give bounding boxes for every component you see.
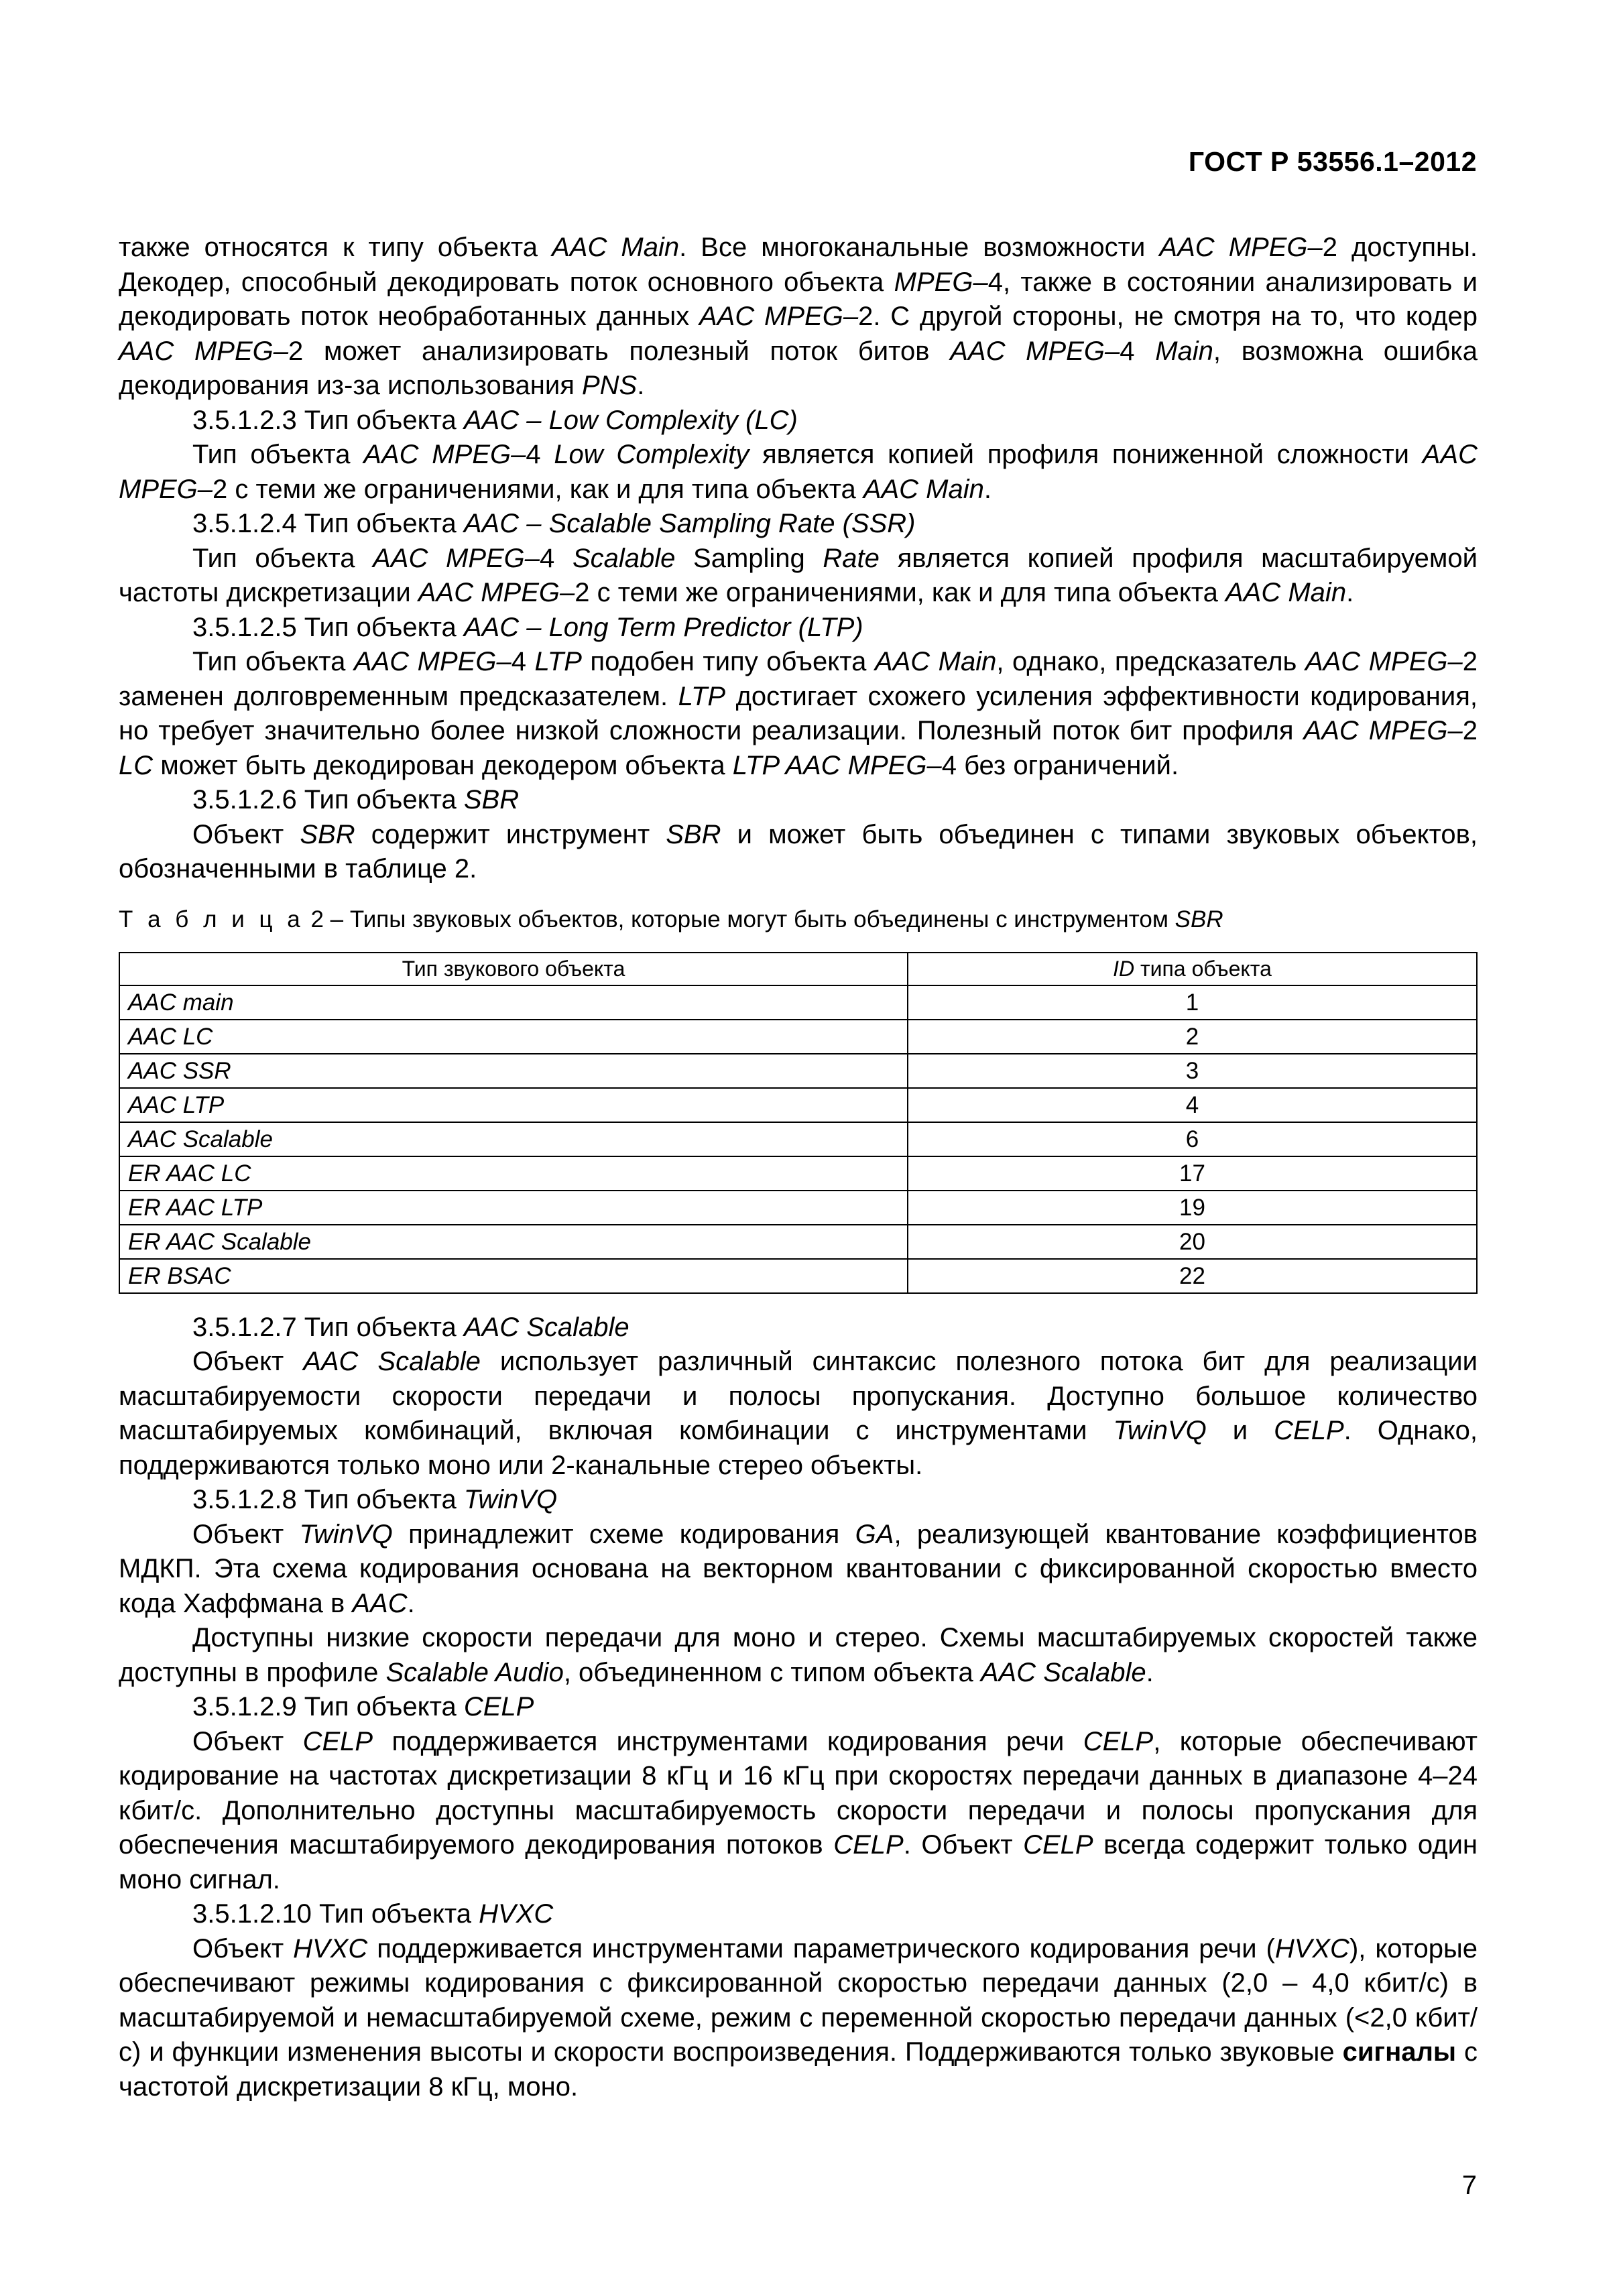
object-id-cell: 19 xyxy=(908,1191,1477,1225)
section-heading-3-5-1-2-9: 3.5.1.2.9 Тип объекта CELP xyxy=(192,1692,534,1721)
object-type-cell: ER AAC Scalable xyxy=(119,1225,908,1259)
section-heading-3-5-1-2-4: 3.5.1.2.4 Тип объекта AAC – Scalable Sampling Rate (SSR) xyxy=(192,509,916,538)
object-id-cell: 6 xyxy=(908,1122,1477,1156)
section-heading-3-5-1-2-5: 3.5.1.2.5 Тип объекта AAC – Long Term Predictor (LTP) xyxy=(192,612,863,642)
object-type-cell: AAC SSR xyxy=(119,1054,908,1088)
page-content xyxy=(119,231,1478,2104)
table-caption: Т а б л и ц а 2 – Типы звуковых объектов, которые могут быть объединены с инструментом SBR xyxy=(119,906,1223,932)
object-id-cell: 3 xyxy=(908,1054,1477,1088)
table-row xyxy=(119,985,1477,1020)
section-heading-3-5-1-2-10: 3.5.1.2.10 Тип объекта HVXC xyxy=(192,1899,554,1929)
object-id-cell: 17 xyxy=(908,1156,1477,1191)
paragraph-aac-ssr: Тип объекта AAC MPEG–4 Scalable Sampling Rate является копией профиля масштабируемой частоты дискретизации AAC MPEG–2 с теми же ограничениями, как и для типа объекта AAC Main. xyxy=(119,543,1478,607)
table-row xyxy=(119,1225,1477,1259)
section-heading-3-5-1-2-3: 3.5.1.2.3 Тип объекта AAC – Low Complexity (LC) xyxy=(192,405,798,435)
section-heading-3-5-1-2-8: 3.5.1.2.8 Тип объекта TwinVQ xyxy=(192,1485,558,1514)
table-row xyxy=(119,1156,1477,1191)
object-type-cell: ER AAC LC xyxy=(119,1156,908,1191)
table-row xyxy=(119,1259,1477,1293)
table-row xyxy=(119,1191,1477,1225)
standard-header: ГОСТ Р 53556.1–2012 xyxy=(1188,146,1477,177)
object-id-cell: 20 xyxy=(908,1225,1477,1259)
table-row xyxy=(119,1122,1477,1156)
section-heading-3-5-1-2-6: 3.5.1.2.6 Тип объекта SBR xyxy=(192,785,520,814)
table-row xyxy=(119,1054,1477,1088)
paragraph-celp: Объект CELP поддерживается инструментами кодирования речи CELP, которые обеспечивают кодирование на частотах дискретизации 8 кГц и 16 кГц при скоростях передачи данных в диапазоне 4–24 кбит/с. Дополнительно доступны масштабируемость скорости передачи и полосы пропускания для обеспечения масштабируемого декодирования потоков CELP. Объект CELP всегда содержит только один моно сигнал. xyxy=(119,1726,1478,1894)
object-id-cell: 4 xyxy=(908,1088,1477,1122)
object-type-cell: ER AAC LTP xyxy=(119,1191,908,1225)
object-type-cell: AAC Scalable xyxy=(119,1122,908,1156)
paragraph-aac-lc: Тип объекта AAC MPEG–4 Low Complexity является копией профиля пониженной сложности AAC MPEG–2 с теми же ограничениями, как и для типа объекта AAC Main. xyxy=(119,440,1478,504)
table-row xyxy=(119,1020,1477,1054)
object-type-cell: AAC LTP xyxy=(119,1088,908,1122)
paragraph-low-bitrates: Доступны низкие скорости передачи для моно и стерео. Схемы масштабируемых скоростей также доступны в профиле Scalable Audio, объединенном с типом объекта AAC Scalable. xyxy=(119,1623,1478,1687)
table-header-row xyxy=(119,953,1477,985)
object-id-cell: 22 xyxy=(908,1259,1477,1293)
table-row xyxy=(119,1088,1477,1122)
column-header-object-id: ID типа объекта xyxy=(908,953,1477,985)
paragraph-hvxc: Объект HVXC поддерживается инструментами параметрического кодирования речи (HVXC), которые обеспечивают режимы кодирования с фиксированной скоростью передачи данных (2,0 – 4,0 кбит/с) в масштабируемой и немасштабируемой схеме, режим с переменной скоростью передачи данных (<2,0 кбит/с) и функции изменения высоты и скорости воспроизведения. Поддерживаются только звуковые сигналы с частотой дискретизации 8 кГц, моно. xyxy=(119,1933,1478,2102)
table-body xyxy=(119,985,1477,1293)
paragraph-aac-main-continued: также относятся к типу объекта AAC Main. Все многоканальные возможности AAC MPEG–2 доступны. Декодер, способный декодировать поток основного объекта MPEG–4, также в состоянии анализировать и декодировать поток необработанных данных AAC MPEG–2. С другой стороны, не смотря на то, что кодер AAC MPEG–2 может анализировать полезный поток битов AAC MPEG–4 Main, возможна ошибка декодирования из-за использования PNS. xyxy=(119,233,1478,400)
audio-object-types-table xyxy=(119,952,1478,1294)
object-id-cell: 2 xyxy=(908,1020,1477,1054)
object-id-cell: 1 xyxy=(908,985,1477,1020)
page-number: 7 xyxy=(1461,2171,1477,2200)
paragraph-aac-scalable: Объект AAC Scalable использует различный синтаксис полезного потока бит для реализации масштабируемости скорости передачи и полосы пропускания. Доступно большое количество масштабируемых комбинаций, включая комбинации с инструментами TwinVQ и CELP. Однако, поддерживаются только моно или 2-канальные стерео объекты. xyxy=(119,1347,1478,1480)
section-heading-3-5-1-2-7: 3.5.1.2.7 Тип объекта AAC Scalable xyxy=(192,1312,629,1342)
paragraph-aac-ltp: Тип объекта AAC MPEG–4 LTP подобен типу объекта AAC Main, однако, предсказатель AAC MPEG–2 заменен долговременным предсказателем. LTP достигает схожего усиления эффективности кодирования, но требует значительно более низкой сложности реализации. Полезный поток бит профиля AAC MPEG–2 LC может быть декодирован декодером объекта LTP AAC MPEG–4 без ограничений. xyxy=(119,647,1478,780)
object-type-cell: ER BSAC xyxy=(119,1259,908,1293)
object-type-cell: AAC LC xyxy=(119,1020,908,1054)
object-type-cell: AAC main xyxy=(119,985,908,1020)
column-header-object-type: Тип звукового объекта xyxy=(119,953,908,985)
paragraph-sbr: Объект SBR содержит инструмент SBR и может быть объединен с типами звуковых объектов, обозначенными в таблице 2. xyxy=(119,819,1478,884)
paragraph-twinvq: Объект TwinVQ принадлежит схеме кодирования GA, реализующей квантование коэффициентов МДКП. Эта схема кодирования основана на векторном квантовании с фиксированной скоростью вместо кода Хаффмана в AAC. xyxy=(119,1519,1478,1618)
